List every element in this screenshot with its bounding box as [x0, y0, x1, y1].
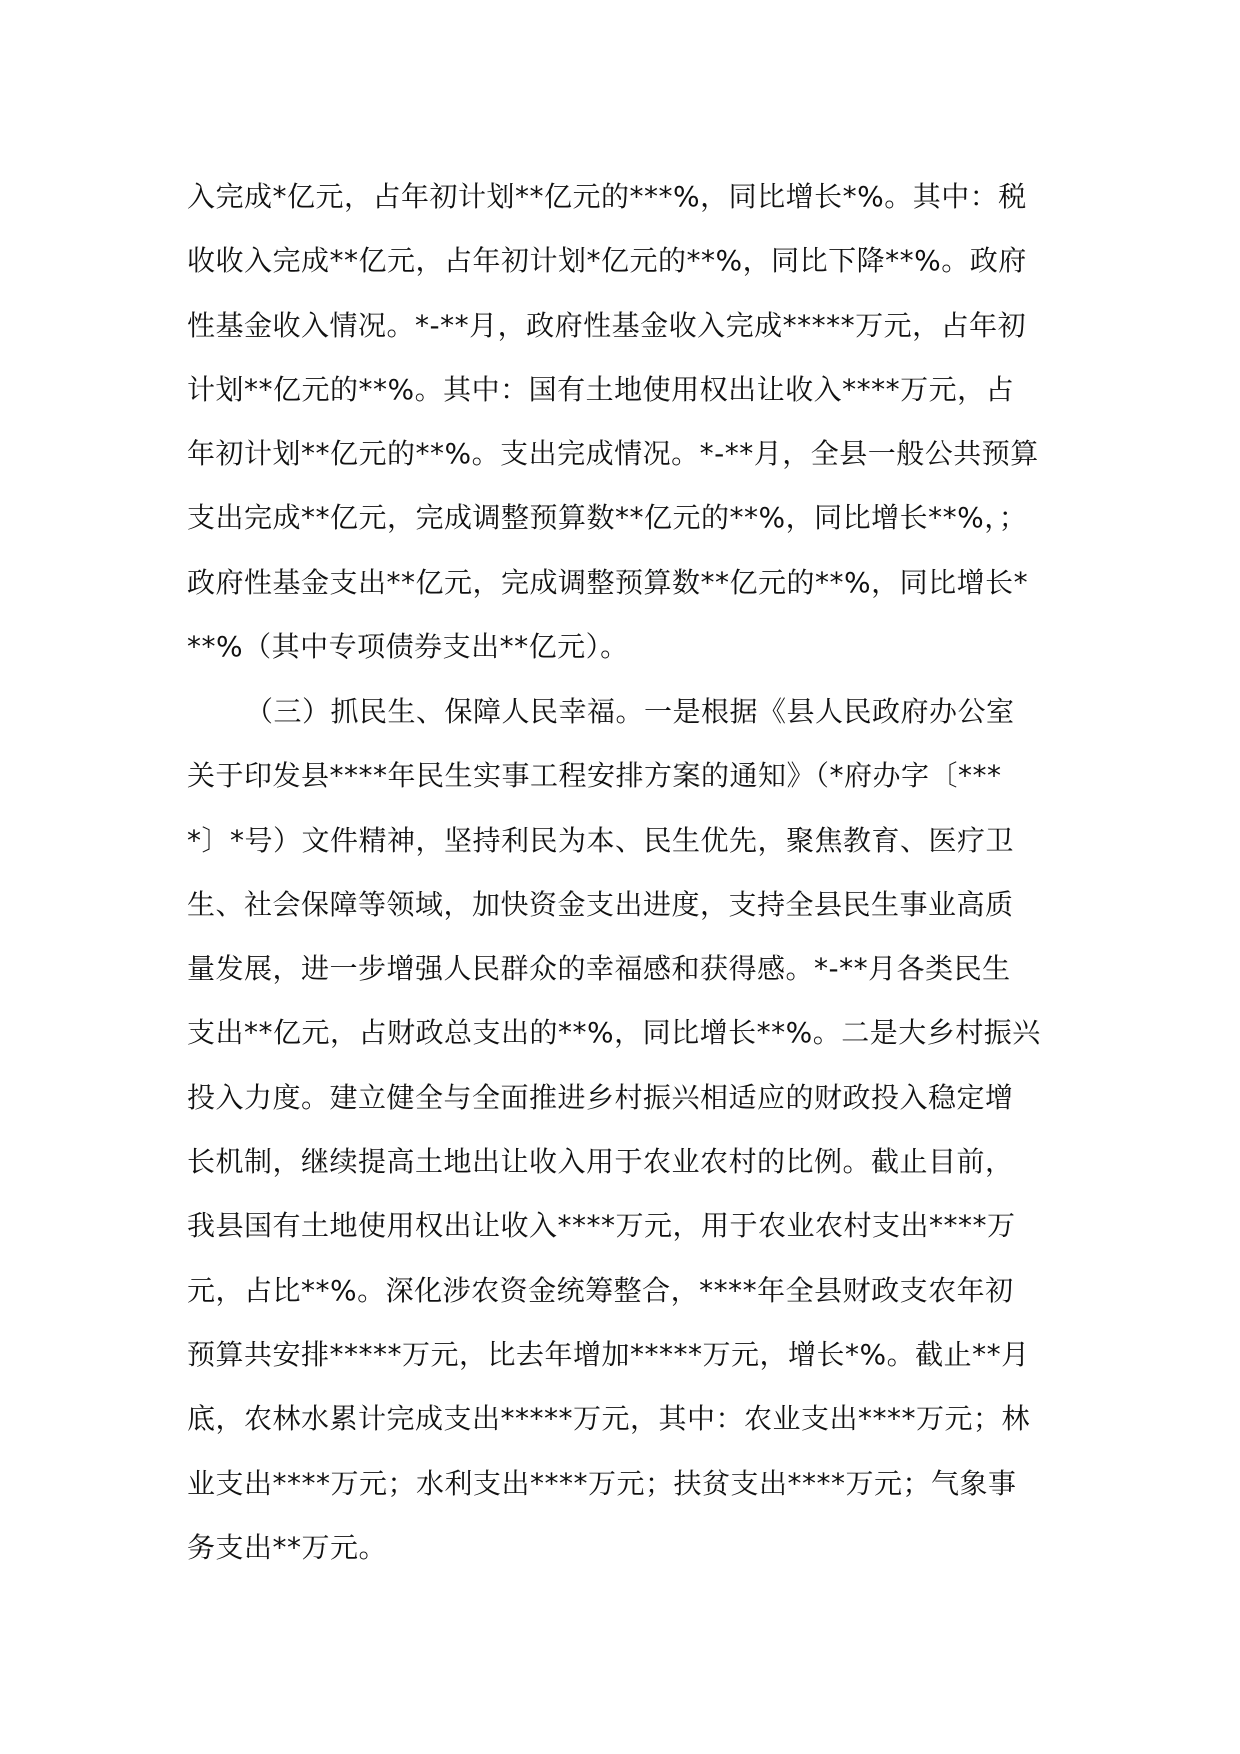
text-line: 收收入完成**亿元，占年初计划*亿元的**%，同比下降**%。政府	[187, 244, 1027, 278]
paragraph-fiscal-revenue	[187, 165, 1057, 679]
text-line: 务支出**万元。	[187, 1530, 388, 1564]
text-line: 入完成*亿元，占年初计划**亿元的***%，同比增长*%。其中：税	[187, 180, 1027, 213]
text-line: **%（其中专项债券支出**亿元）。	[187, 630, 629, 664]
text-line: 关于印发县****年民生实事工程安排方案的通知》（*府办字〔***	[187, 759, 1002, 793]
text-line: 长机制，继续提高土地出让收入用于农业农村的比例。截止目前，	[187, 1145, 1014, 1179]
text-line: 性基金收入情况。*-**月，政府性基金收入完成*****万元，占年初	[187, 308, 1027, 342]
text-line: 政府性基金支出**亿元，完成调整预算数**亿元的**%，同比增长*	[187, 565, 1029, 599]
text-line: 我县国有土地使用权出让收入****万元，用于农业农村支出****万	[187, 1209, 1016, 1243]
text-line: 投入力度。建立健全与全面推进乡村振兴相适应的财政投入稳定增	[187, 1080, 1014, 1114]
text-line: （三）抓民生、保障人民幸福。一是根据《县人民政府办公室	[245, 695, 1015, 728]
text-line: 年初计划**亿元的**%。支出完成情况。*-**月，全县一般公共预算	[187, 437, 1039, 471]
text-line: 支出完成**亿元，完成调整预算数**亿元的**%，同比增长**%，；	[187, 501, 1028, 535]
text-line: 预算共安排*****万元，比去年增加*****万元，增长*%。截止**月	[187, 1337, 1030, 1371]
text-line: 生、社会保障等领域，加快资金支出进度，支持全县民生事业高质	[187, 887, 1014, 921]
text-line: 底，农林水累计完成支出*****万元，其中：农业支出****万元；林	[187, 1402, 1031, 1436]
paragraph-livelihood	[187, 680, 1057, 1580]
text-line: *〕*号）文件精神，坚持利民为本、民生优先，聚焦教育、医疗卫	[187, 823, 1015, 857]
text-line: 元，占比**%。深化涉农资金统筹整合，****年全县财政支农年初	[187, 1273, 1014, 1307]
text-line: 支出**亿元，占财政总支出的**%，同比增长**%。二是大乡村振兴	[187, 1016, 1041, 1050]
text-line: 业支出****万元；水利支出****万元；扶贫支出****万元；气象事	[187, 1466, 1017, 1500]
text-line: 量发展，进一步增强人民群众的幸福感和获得感。*-**月各类民生	[187, 952, 1011, 986]
text-line: 计划**亿元的**%。其中：国有土地使用权出让收入****万元，占	[187, 372, 1015, 406]
